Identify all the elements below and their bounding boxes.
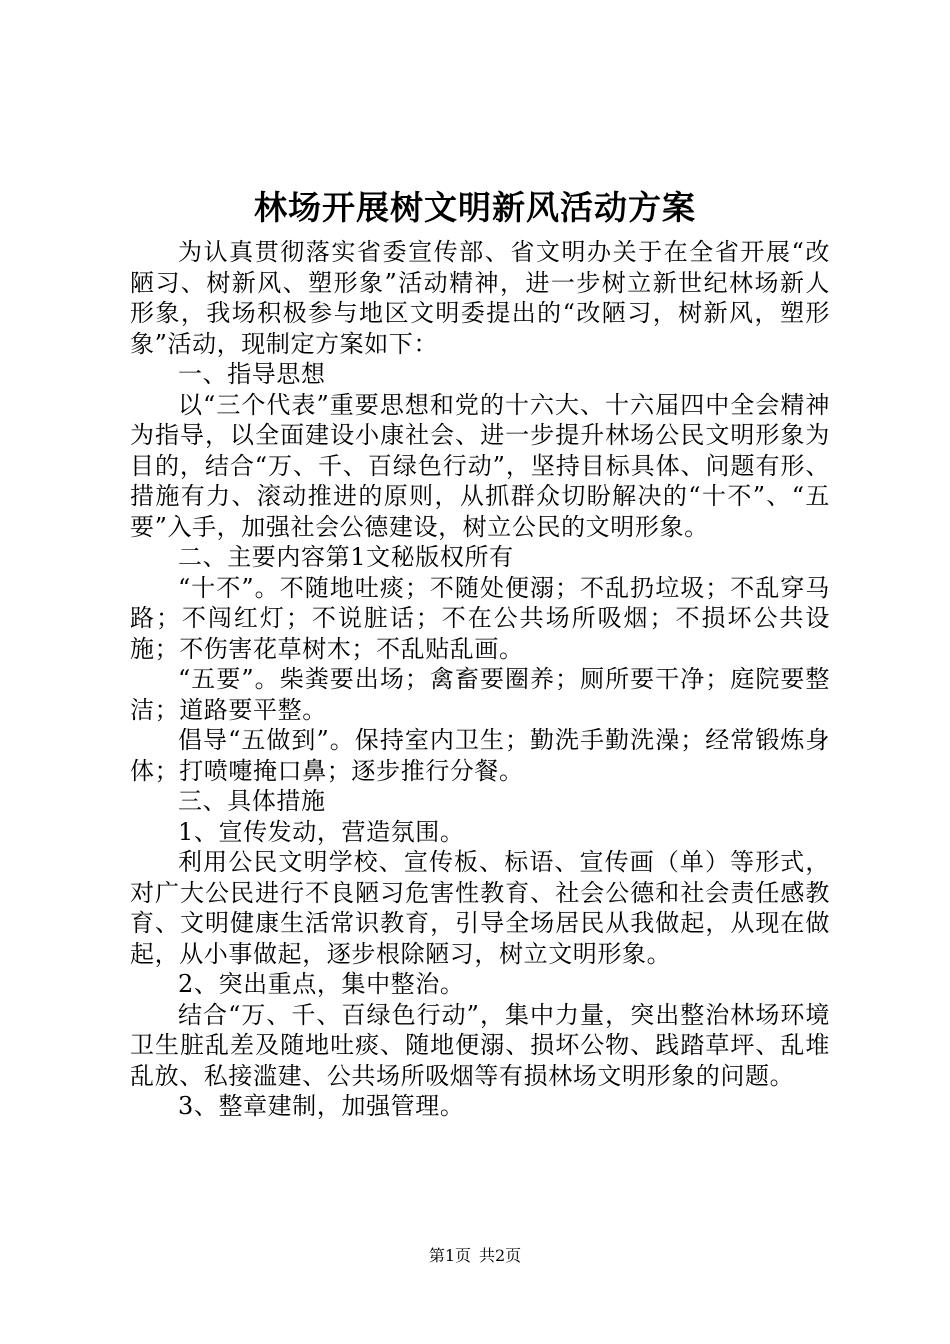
paragraph-five-musts: “五要”。柴粪要出场；禽畜要圈养；厕所要干净；庭院要整洁；道路要平整。 — [130, 665, 830, 724]
page-number-total: 共2页 — [479, 1246, 522, 1265]
paragraph-measure-2: 结合“万、千、百绿色行动”，集中力量，突出整治林场环境卫生脏乱差及随地吐痰、随地便溺、损坏公物、践踏草坪、乱堆乱放、私接滥建、公共场所吸烟等有损林场文明形象的问题。 — [130, 1000, 830, 1090]
section-heading-measures: 三、具体措施 — [178, 787, 326, 815]
document-body — [130, 237, 830, 1122]
paragraph-measure-1: 利用公民文明学校、宣传板、标语、宣传画（单）等形式，对广大公民进行不良陋习危害性教育、社会公德和社会责任感教育、文明健康生活常识教育，引导全场居民从我做起，从现在做起，从小事做起，逐步根除陋习，树立文明形象。 — [130, 848, 830, 968]
section-heading-guiding-ideology: 一、指导思想 — [178, 360, 326, 388]
page-number-current: 第1页 — [428, 1246, 471, 1265]
document-title: 林场开展树文明新风活动方案 — [254, 188, 696, 227]
paragraph-five-dos: 倡导“五做到”。保持室内卫生；勤洗手勤洗澡；经常锻炼身体；打喷嚏掩口鼻；逐步推行分餐。 — [130, 726, 830, 785]
paragraph-ten-donts: “十不”。不随地吐痰；不随处便溺；不乱扔垃圾；不乱穿马路；不闯红灯；不说脏话；不在公共场所吸烟；不损坏公共设施；不伤害花草树木；不乱贴乱画。 — [130, 573, 830, 663]
subheading-measure-3: 3、整章建制，加强管理。 — [178, 1092, 465, 1120]
section-heading-main-content: 二、主要内容第1文秘版权所有 — [178, 543, 514, 571]
paragraph-guiding-ideology: 以“三个代表”重要思想和党的十六大、十六届四中全会精神为指导，以全面建设小康社会、进一步提升林场公民文明形象为目的，结合“万、千、百绿色行动”，坚持目标具体、问题有形、措施有力、滚动推进的原则，从抓群众切盼解决的“十不”、“五要”入手，加强社会公德建设，树立公民的文明形象。 — [130, 390, 830, 541]
paragraph-intro: 为认真贯彻落实省委宣传部、省文明办关于在全省开展“改陋习、树新风、塑形象”活动精神，进一步树立新世纪林场新人形象，我场积极参与地区文明委提出的“改陋习，树新风，塑形象”活动，现制定方案如下： — [130, 238, 830, 358]
page-footer — [0, 1246, 950, 1266]
subheading-measure-1: 1、宣传发动，营造氛围。 — [178, 817, 465, 846]
subheading-measure-2: 2、突出重点，集中整治。 — [178, 970, 465, 998]
